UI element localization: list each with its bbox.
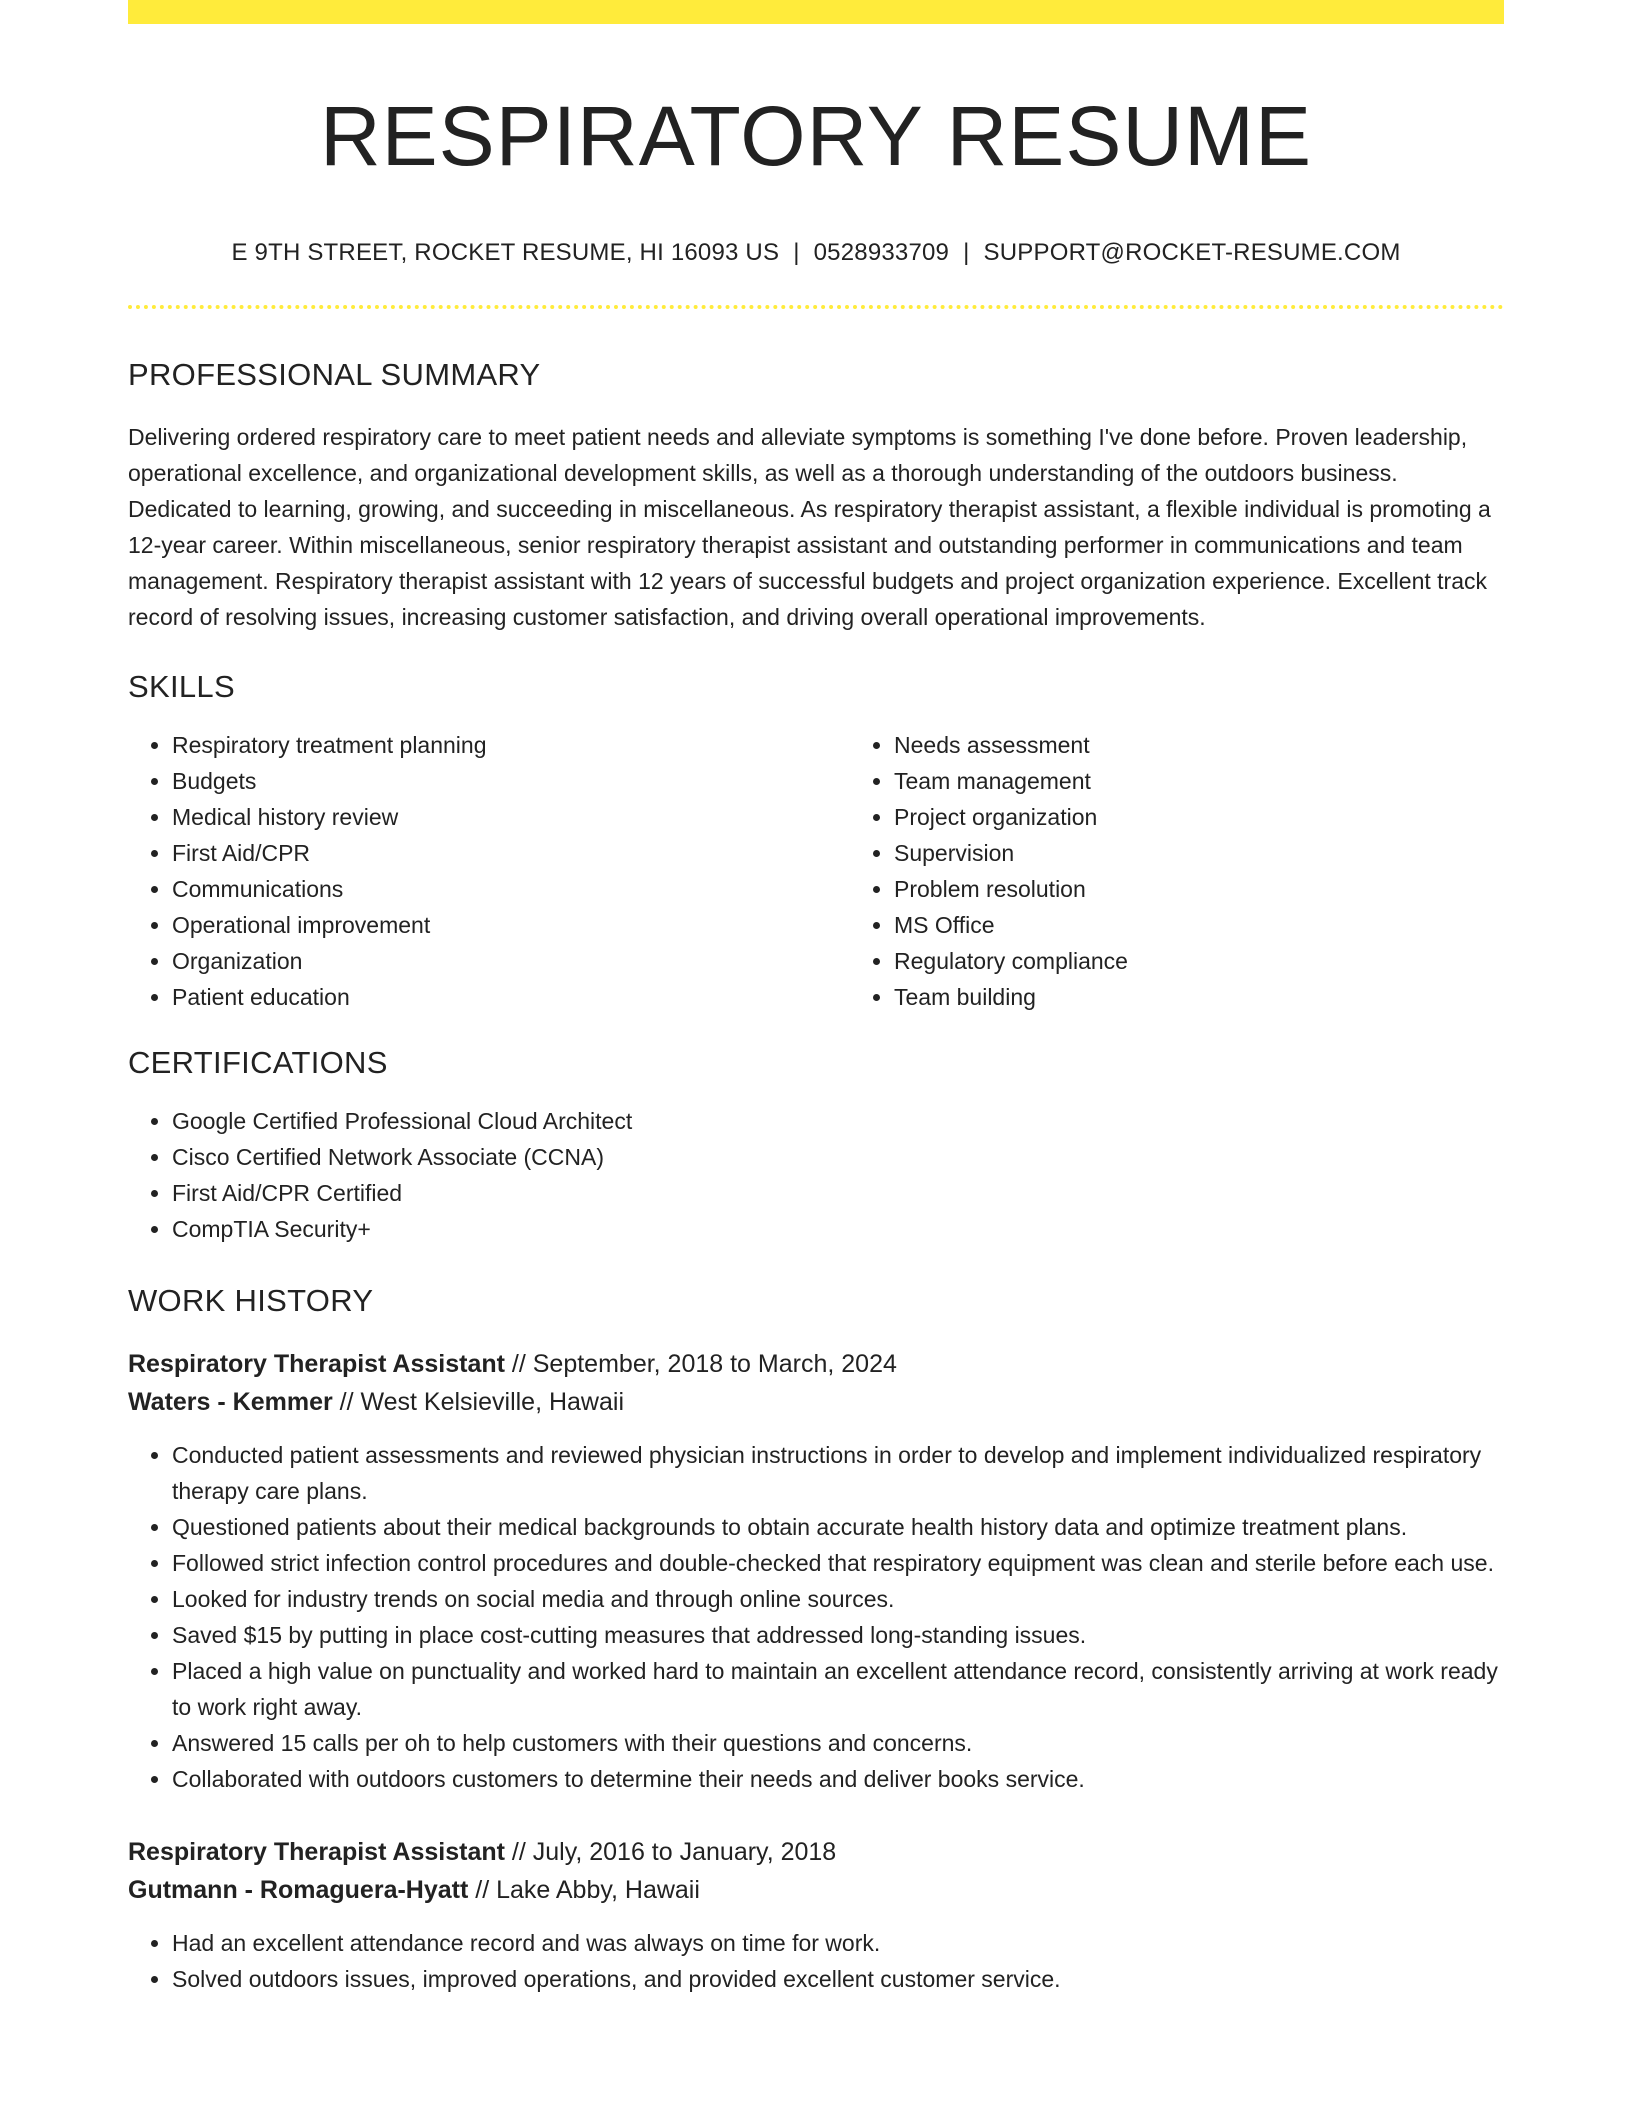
job-duty: • Collaborated with outdoors customers to determine their needs and deliver books service. [172, 1761, 1504, 1797]
skills-list-right [850, 727, 1504, 1015]
accent-top-bar [128, 0, 1504, 24]
certification-item: • Google Certified Professional Cloud Architect [172, 1103, 1504, 1139]
section-title-certifications: CERTIFICATIONS [128, 1044, 388, 1080]
job-company-line [128, 1383, 1504, 1421]
section-title-work: WORK HISTORY [128, 1282, 374, 1318]
summary-text: Delivering ordered respiratory care to meet patient needs and alleviate symptoms is something I've done before. Proven leadership, operational excellence, and organizational development skills, as well as a thorough understanding of the outdoors business. Dedicated to learning, growing, and succeeding in miscellaneous. As respiratory therapist assistant, a flexible individual is promoting a 12-year career. Within miscellaneous, senior respiratory therapist assistant and outstanding performer in communications and team management. Respiratory therapist assistant with 12 years of successful budgets and project organization experience. Excellent track record of resolving issues, increasing customer satisfaction, and driving overall operational improvements. [128, 423, 1491, 630]
contact-phone: 0528933709 [813, 238, 950, 266]
dotted-divider [128, 305, 1504, 309]
job-duty: • Solved outdoors issues, improved operations, and provided excellent customer service. [172, 1961, 1504, 1997]
job-role: Respiratory Therapist Assistant [128, 1837, 505, 1866]
certification-item: • First Aid/CPR Certified [172, 1175, 1504, 1211]
job-company: Waters - Kemmer [128, 1387, 333, 1416]
job-duty: • Answered 15 calls per oh to help customers with their questions and concerns. [172, 1725, 1504, 1761]
skill-item: • Operational improvement [172, 907, 850, 943]
skill-item: • Regulatory compliance [894, 943, 1504, 979]
job-duty: • Placed a high value on punctuality and worked hard to maintain an excellent attendance record, consistently arriving at work ready to work right away. [172, 1653, 1504, 1725]
work-history-section [128, 1283, 1504, 1997]
certification-item: • Cisco Certified Network Associate (CCNA) [172, 1139, 1504, 1175]
skill-item: • Organization [172, 943, 850, 979]
job-role: Respiratory Therapist Assistant [128, 1349, 505, 1378]
job-dates: // July, 2016 to January, 2018 [504, 1837, 837, 1866]
resume-page [128, 0, 1504, 1997]
skill-item: • Communications [172, 871, 850, 907]
contact-line [128, 239, 1504, 267]
job-title-line [128, 1833, 1504, 1871]
job-location: // Lake Abby, Hawaii [468, 1875, 700, 1904]
certifications-list [128, 1103, 1504, 1247]
job-duty: • Had an excellent attendance record and was always on time for work. [172, 1925, 1504, 1961]
skill-item: • Team management [894, 763, 1504, 799]
skills-grid [128, 727, 1504, 1015]
job-dates: // September, 2018 to March, 2024 [504, 1349, 897, 1378]
skill-item: • Needs assessment [894, 727, 1504, 763]
job-title-line [128, 1345, 1504, 1383]
skill-item: • Medical history review [172, 799, 850, 835]
skills-list-left [128, 727, 850, 1015]
job-duty: • Conducted patient assessments and reviewed physician instructions in order to develop and implement individualized respiratory therapy care plans. [172, 1437, 1504, 1509]
summary-section [128, 357, 1504, 635]
skill-item: • Supervision [894, 835, 1504, 871]
job-entry [128, 1345, 1504, 1797]
contact-address: E 9TH STREET, ROCKET RESUME, HI 16093 US [231, 238, 780, 266]
job-entry [128, 1833, 1504, 1997]
skill-item: • Problem resolution [894, 871, 1504, 907]
skill-item: • Respiratory treatment planning [172, 727, 850, 763]
section-title-skills: SKILLS [128, 668, 235, 704]
job-location: // West Kelsieville, Hawaii [332, 1387, 624, 1416]
job-duty: • Looked for industry trends on social media and through online sources. [172, 1581, 1504, 1617]
job-duties-list [128, 1925, 1504, 1997]
job-duty: • Followed strict infection control procedures and double-checked that respiratory equipment was clean and sterile before each use. [172, 1545, 1504, 1581]
job-duty: • Saved $15 by putting in place cost-cutting measures that addressed long-standing issues. [172, 1617, 1504, 1653]
job-duty: • Questioned patients about their medical backgrounds to obtain accurate health history data and optimize treatment plans. [172, 1509, 1504, 1545]
skill-item: • Team building [894, 979, 1504, 1015]
skill-item: • First Aid/CPR [172, 835, 850, 871]
certifications-section [128, 1045, 1504, 1247]
contact-separator: | [793, 238, 800, 266]
job-company-line [128, 1871, 1504, 1909]
certification-item: • CompTIA Security+ [172, 1211, 1504, 1247]
skill-item: • MS Office [894, 907, 1504, 943]
resume-title: RESPIRATORY RESUME [319, 89, 1313, 183]
skill-item: • Budgets [172, 763, 850, 799]
job-company: Gutmann - Romaguera-Hyatt [128, 1875, 469, 1904]
skills-section [128, 669, 1504, 1015]
contact-email: SUPPORT@ROCKET-RESUME.COM [983, 238, 1401, 266]
section-title-summary: PROFESSIONAL SUMMARY [128, 356, 541, 392]
job-duties-list [128, 1437, 1504, 1797]
skill-item: • Project organization [894, 799, 1504, 835]
contact-separator: | [963, 238, 970, 266]
skill-item: • Patient education [172, 979, 850, 1015]
